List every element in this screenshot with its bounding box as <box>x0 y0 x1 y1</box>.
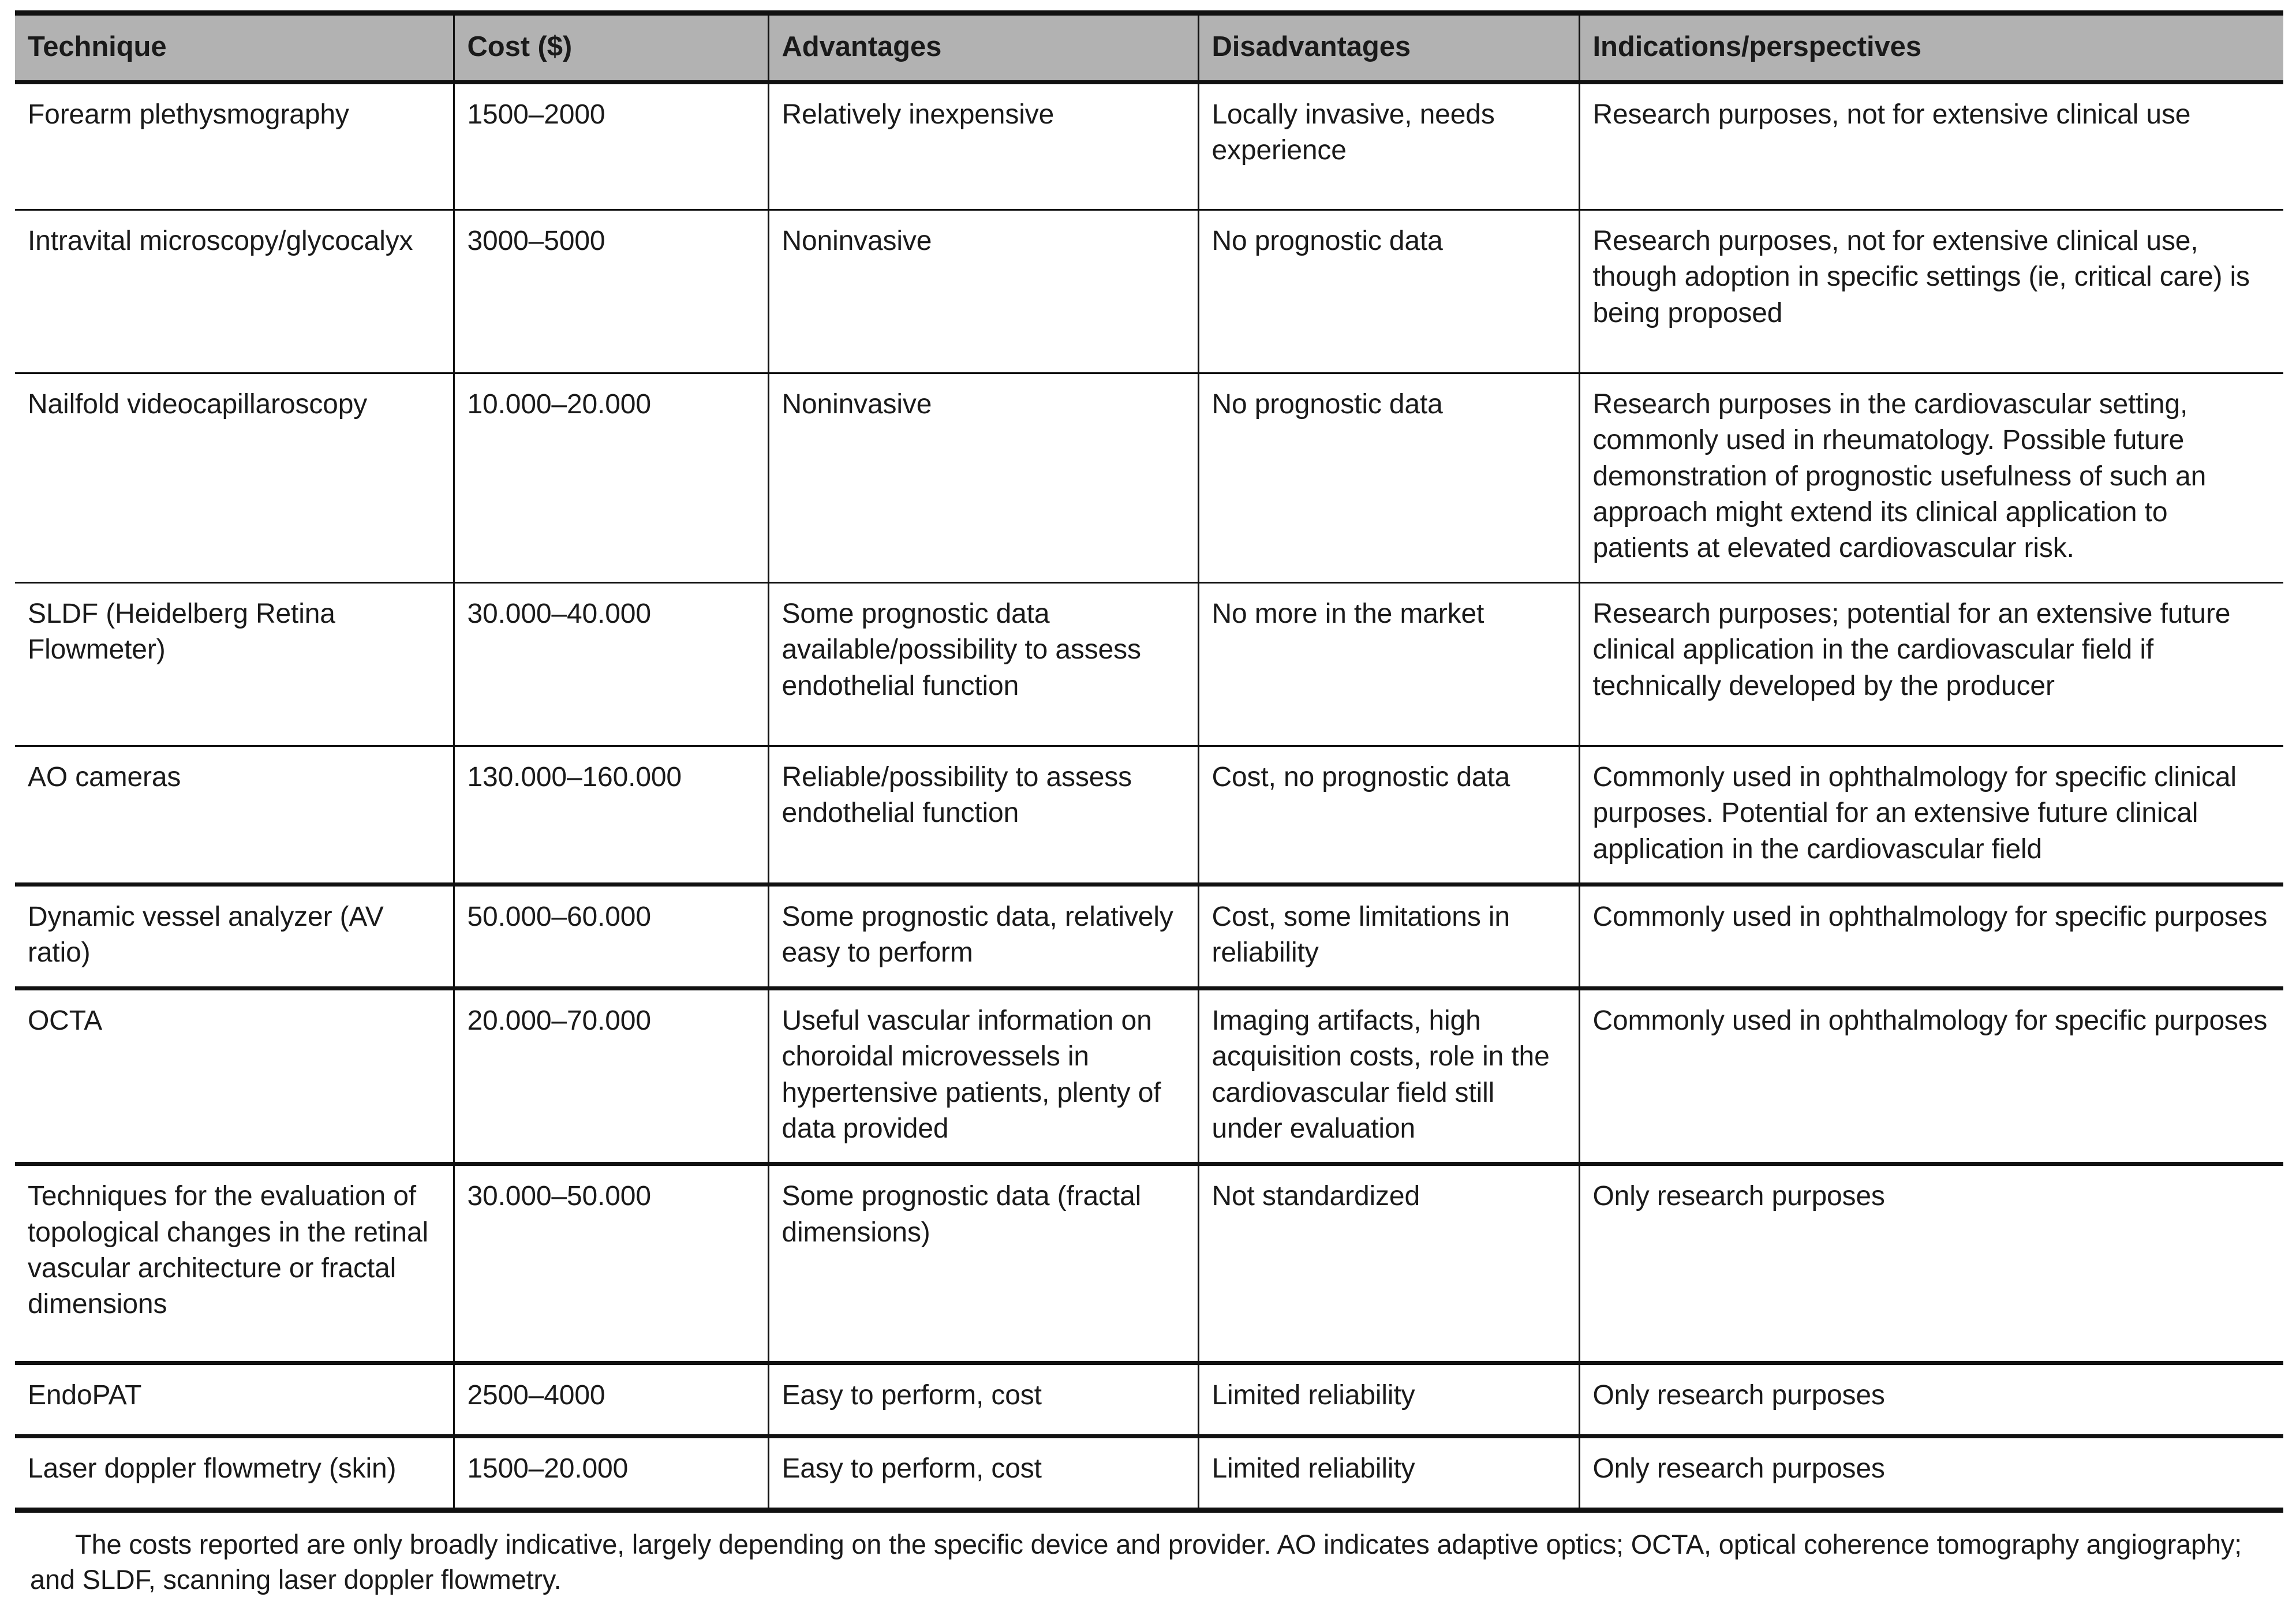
cell-disadvantages: Cost, some limitations in reliability <box>1198 884 1579 988</box>
cell-indications: Research purposes, not for extensive clinical use, though adoption in specific settings (ie, critical care) is being proposed <box>1579 210 2283 373</box>
cell-indications: Research purposes in the cardiovascular setting, commonly used in rheumatology. Possible future demonstration of prognostic usefulness of such an approach might extend its clinical application to patients at elevated cardiovascular risk. <box>1579 373 2283 582</box>
cell-cost: 30.000–40.000 <box>454 582 768 746</box>
column-header-advantages: Advantages <box>768 13 1198 83</box>
cell-advantages: Some prognostic data available/possibility to assess endothelial function <box>768 582 1198 746</box>
cell-disadvantages: Limited reliability <box>1198 1363 1579 1437</box>
cell-disadvantages: No prognostic data <box>1198 210 1579 373</box>
cell-cost: 1500–2000 <box>454 82 768 210</box>
cell-advantages: Reliable/possibility to assess endothelial function <box>768 746 1198 884</box>
cell-advantages: Noninvasive <box>768 373 1198 582</box>
cell-advantages: Easy to perform, cost <box>768 1437 1198 1510</box>
table-row <box>15 1363 2283 1437</box>
cell-disadvantages: Cost, no prognostic data <box>1198 746 1579 884</box>
column-header-technique: Technique <box>15 13 454 83</box>
cell-technique: EndoPAT <box>15 1363 454 1437</box>
cell-advantages: Relatively inexpensive <box>768 82 1198 210</box>
table-row <box>15 1164 2283 1363</box>
cell-advantages: Some prognostic data (fractal dimensions) <box>768 1164 1198 1363</box>
table-body <box>15 82 2283 1510</box>
table-footnote: The costs reported are only broadly indicative, largely depending on the specific device and provider. AO indicates adaptive optics; OCTA, optical coherence tomography angiography; and SLDF, scanning laser doppler flowmetry. <box>30 1529 2242 1595</box>
cell-disadvantages: No prognostic data <box>1198 373 1579 582</box>
cell-cost: 1500–20.000 <box>454 1437 768 1510</box>
cell-cost: 3000–5000 <box>454 210 768 373</box>
cell-technique: Intravital microscopy/glycocalyx <box>15 210 454 373</box>
cell-disadvantages: No more in the market <box>1198 582 1579 746</box>
table-header <box>15 13 2283 83</box>
cell-technique: Nailfold videocapillaroscopy <box>15 373 454 582</box>
column-header-disadvantages: Disadvantages <box>1198 13 1579 83</box>
cell-disadvantages: Not standardized <box>1198 1164 1579 1363</box>
header-row <box>15 13 2283 83</box>
cell-disadvantages: Limited reliability <box>1198 1437 1579 1510</box>
table-row <box>15 884 2283 988</box>
cell-cost: 2500–4000 <box>454 1363 768 1437</box>
column-header-cost: Cost ($) <box>454 13 768 83</box>
cell-indications: Commonly used in ophthalmology for specific purposes <box>1579 988 2283 1164</box>
cell-cost: 20.000–70.000 <box>454 988 768 1164</box>
cell-indications: Only research purposes <box>1592 1453 1885 1484</box>
cell-indications: Only research purposes <box>1579 1363 2283 1437</box>
table-row <box>15 746 2283 884</box>
cell-technique: OCTA <box>15 988 454 1164</box>
table-row <box>15 582 2283 746</box>
cell-disadvantages: Imaging artifacts, high acquisition costs, role in the cardiovascular field still under evaluation <box>1198 988 1579 1164</box>
cell-technique: Forearm plethysmography <box>15 82 454 210</box>
cell-cost: 30.000–50.000 <box>454 1164 768 1363</box>
cell-advantages: Useful vascular information on choroidal microvessels in hypertensive patients, plenty of data provided <box>768 988 1198 1164</box>
cell-technique: Techniques for the evaluation of topological changes in the retinal vascular architecture or fractal dimensions <box>15 1164 454 1363</box>
cell-indications: Research purposes, not for extensive clinical use <box>1579 82 2283 210</box>
cell-advantages: Noninvasive <box>768 210 1198 373</box>
cell-cost: 10.000–20.000 <box>454 373 768 582</box>
cell-disadvantages: Locally invasive, needs experience <box>1198 82 1579 210</box>
table-row <box>15 210 2283 373</box>
cell-indications: Commonly used in ophthalmology for specific purposes <box>1579 884 2283 988</box>
cell-technique: Laser doppler flowmetry (skin) <box>15 1437 454 1510</box>
cell-advantages: Easy to perform, cost <box>768 1363 1198 1437</box>
cell-technique: AO cameras <box>15 746 454 884</box>
table-row <box>15 373 2283 582</box>
cell-indications: Research purposes; potential for an extensive future clinical application in the cardiovascular field if technically developed by the producer <box>1579 582 2283 746</box>
column-header-indications: Indications/perspectives <box>1579 13 2283 83</box>
cell-cost: 50.000–60.000 <box>454 884 768 988</box>
cell-indications: Commonly used in ophthalmology for specific clinical purposes. Potential for an extensive future clinical application in the cardiovascular field <box>1579 746 2283 884</box>
cell-technique: SLDF (Heidelberg Retina Flowmeter) <box>15 582 454 746</box>
table-row <box>15 988 2283 1164</box>
table-row <box>15 82 2283 210</box>
cell-cost: 130.000–160.000 <box>454 746 768 884</box>
techniques-comparison-table <box>15 10 2283 1513</box>
cell-technique: Dynamic vessel analyzer (AV ratio) <box>15 884 454 988</box>
cell-indications: Only research purposes <box>1579 1164 2283 1363</box>
table-row <box>15 1437 2283 1510</box>
cell-advantages: Some prognostic data, relatively easy to perform <box>768 884 1198 988</box>
